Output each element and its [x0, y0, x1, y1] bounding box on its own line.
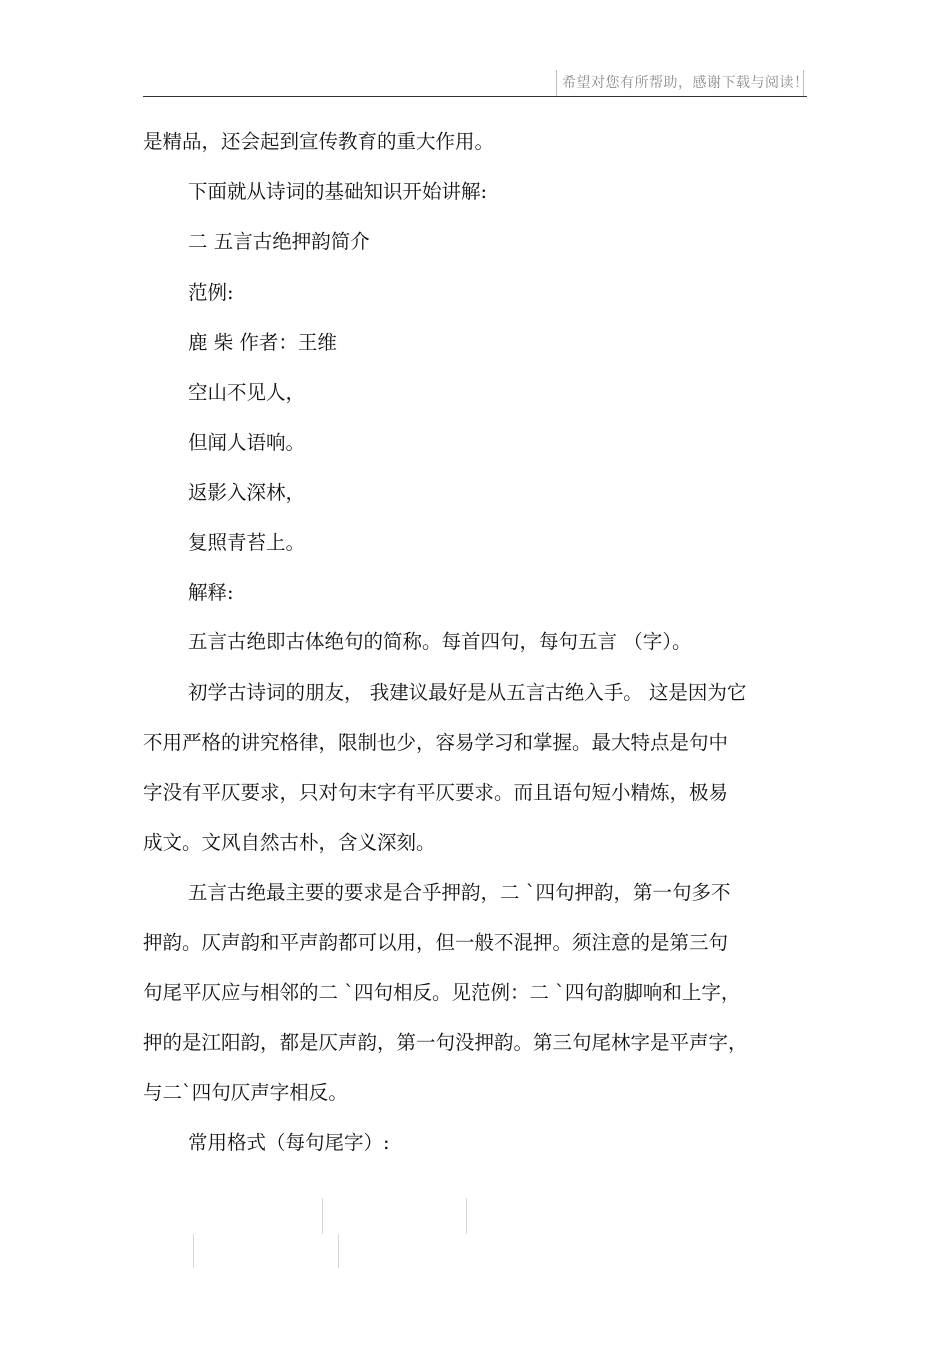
table-border: [466, 1198, 467, 1234]
paragraph-line: 初学古诗词的朋友， 我建议最好是从五言古绝入手。 这是因为它: [188, 681, 747, 704]
poem-line: 返影入深林，: [188, 481, 306, 504]
table-border: [193, 1234, 194, 1268]
paragraph-line: 不用严格的讲究格律，限制也少，容易学习和掌握。最大特点是句中: [143, 731, 729, 754]
paragraph-line: 成文。文风自然古朴，含义深刻。: [143, 831, 436, 854]
section-heading: 二 五言古绝押韵简介: [188, 230, 370, 253]
table-border: [322, 1198, 323, 1234]
header-divider: [143, 96, 807, 97]
paragraph-line: 押韵。仄声韵和平声韵都可以用，但一般不混押。须注意的是第三句: [143, 931, 729, 954]
poem-line: 复照青苔上。: [188, 531, 306, 554]
explanation-label: 解释:: [188, 581, 234, 604]
paragraph-line: 押的是江阳韵，都是仄声韵，第一句没押韵。第三句尾林字是平声字，: [143, 1031, 748, 1054]
paragraph-line: 五言古绝即古体绝句的简称。每首四句，每句五言 （字）。: [188, 630, 692, 653]
poem-line: 但闻人语响。: [188, 431, 306, 454]
paragraph-line: 与二`四句仄声字相反。: [143, 1081, 348, 1104]
format-label: 常用格式（每句尾字）:: [188, 1131, 390, 1154]
paragraph-line: 字没有平仄要求，只对句末字有平仄要求。而且语句短小精炼，极易: [143, 781, 729, 804]
paragraph-line: 句尾平仄应与相邻的二 `四句相反。见范例：二 `四句韵脚响和上字，: [143, 981, 741, 1004]
paragraph-line: 五言古绝最主要的要求是合乎押韵，二 `四句押韵，第一句多不: [188, 881, 731, 904]
table-border: [338, 1234, 339, 1268]
header-note: 希望对您有所帮助，感谢下载与阅读！: [556, 70, 804, 96]
paragraph-line: 是精品，还会起到宣传教育的重大作用。: [143, 130, 495, 153]
example-label: 范例:: [188, 281, 234, 304]
paragraph-line: 下面就从诗词的基础知识开始讲解:: [188, 180, 488, 203]
poem-title: 鹿 柴 作者：王维: [188, 331, 337, 354]
poem-line: 空山不见人，: [188, 381, 306, 404]
